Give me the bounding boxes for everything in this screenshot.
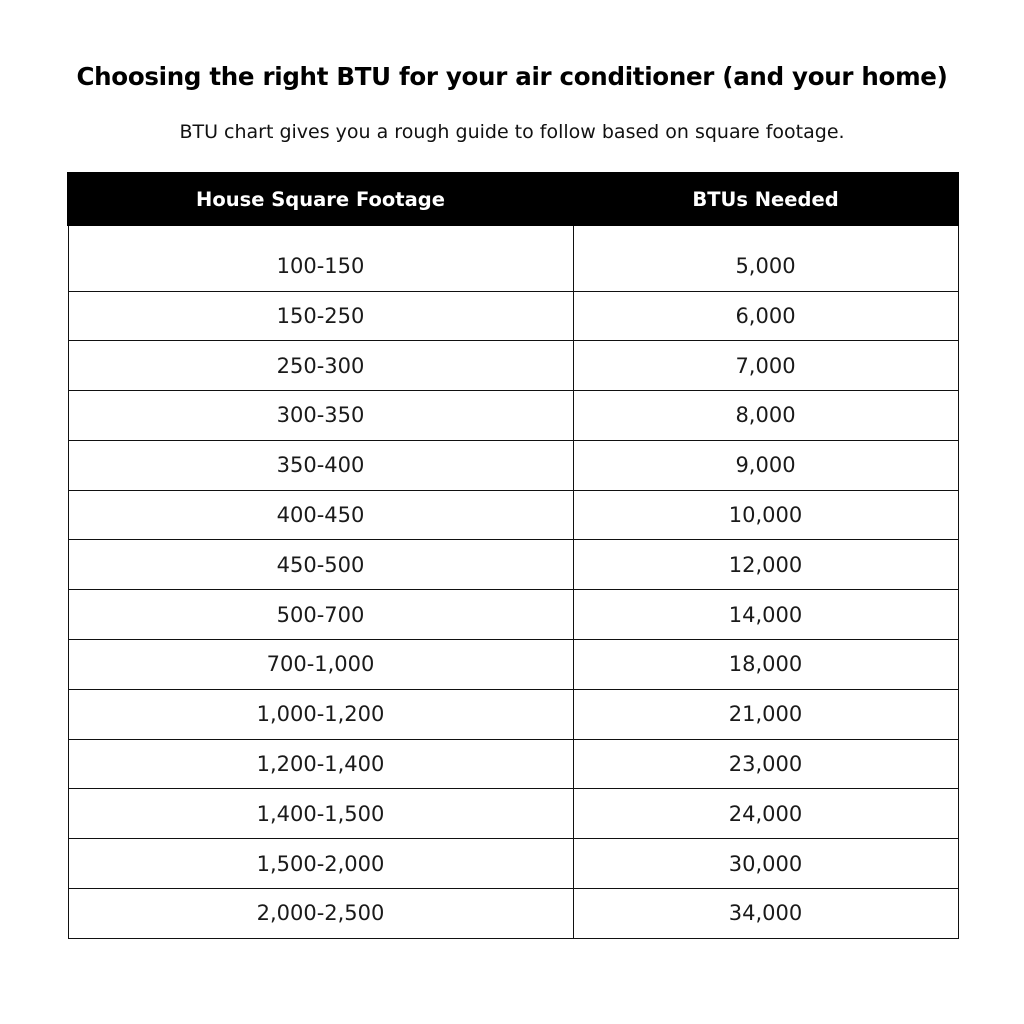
table-row <box>68 590 958 640</box>
btus-needed-cell: 23,000 <box>573 739 958 789</box>
header-square-footage: House Square Footage <box>68 173 573 225</box>
table-body <box>68 225 958 938</box>
btus-needed-cell: 9,000 <box>573 440 958 490</box>
table-row <box>68 839 958 889</box>
btus-needed-cell: 18,000 <box>573 640 958 690</box>
square-footage-cell: 700-1,000 <box>68 640 573 690</box>
table-row <box>68 889 958 939</box>
square-footage-cell: 150-250 <box>68 291 573 341</box>
btus-needed-cell: 24,000 <box>573 789 958 839</box>
table-row <box>68 440 958 490</box>
btus-needed-cell: 14,000 <box>573 590 958 640</box>
header-btus-needed: BTUs Needed <box>573 173 958 225</box>
btus-needed-cell: 7,000 <box>573 341 958 391</box>
btus-needed-cell: 10,000 <box>573 490 958 540</box>
square-footage-cell: 1,200-1,400 <box>68 739 573 789</box>
square-footage-cell: 400-450 <box>68 490 573 540</box>
square-footage-cell: 300-350 <box>68 391 573 441</box>
table-row <box>68 391 958 441</box>
btus-needed-cell: 5,000 <box>573 225 958 291</box>
square-footage-cell: 250-300 <box>68 341 573 391</box>
btus-needed-cell: 12,000 <box>573 540 958 590</box>
table-row <box>68 640 958 690</box>
btus-needed-cell: 34,000 <box>573 889 958 939</box>
square-footage-cell: 1,000-1,200 <box>68 689 573 739</box>
table-row <box>68 789 958 839</box>
btus-needed-cell: 8,000 <box>573 391 958 441</box>
btu-table <box>67 172 959 939</box>
btus-needed-cell: 6,000 <box>573 291 958 341</box>
table-row <box>68 739 958 789</box>
square-footage-cell: 350-400 <box>68 440 573 490</box>
square-footage-cell: 2,000-2,500 <box>68 889 573 939</box>
btus-needed-cell: 21,000 <box>573 689 958 739</box>
table-row <box>68 490 958 540</box>
table-row <box>68 225 958 291</box>
page-title: Choosing the right BTU for your air conditioner (and your home) <box>76 62 948 91</box>
square-footage-cell: 500-700 <box>68 590 573 640</box>
table-row <box>68 341 958 391</box>
square-footage-cell: 450-500 <box>68 540 573 590</box>
table-row <box>68 540 958 590</box>
page-subtitle: BTU chart gives you a rough guide to follow based on square footage. <box>179 121 845 143</box>
table-header-row <box>68 173 958 225</box>
square-footage-cell: 1,500-2,000 <box>68 839 573 889</box>
table-row <box>68 291 958 341</box>
btus-needed-cell: 30,000 <box>573 839 958 889</box>
table-row <box>68 689 958 739</box>
square-footage-cell: 100-150 <box>68 225 573 291</box>
square-footage-cell: 1,400-1,500 <box>68 789 573 839</box>
